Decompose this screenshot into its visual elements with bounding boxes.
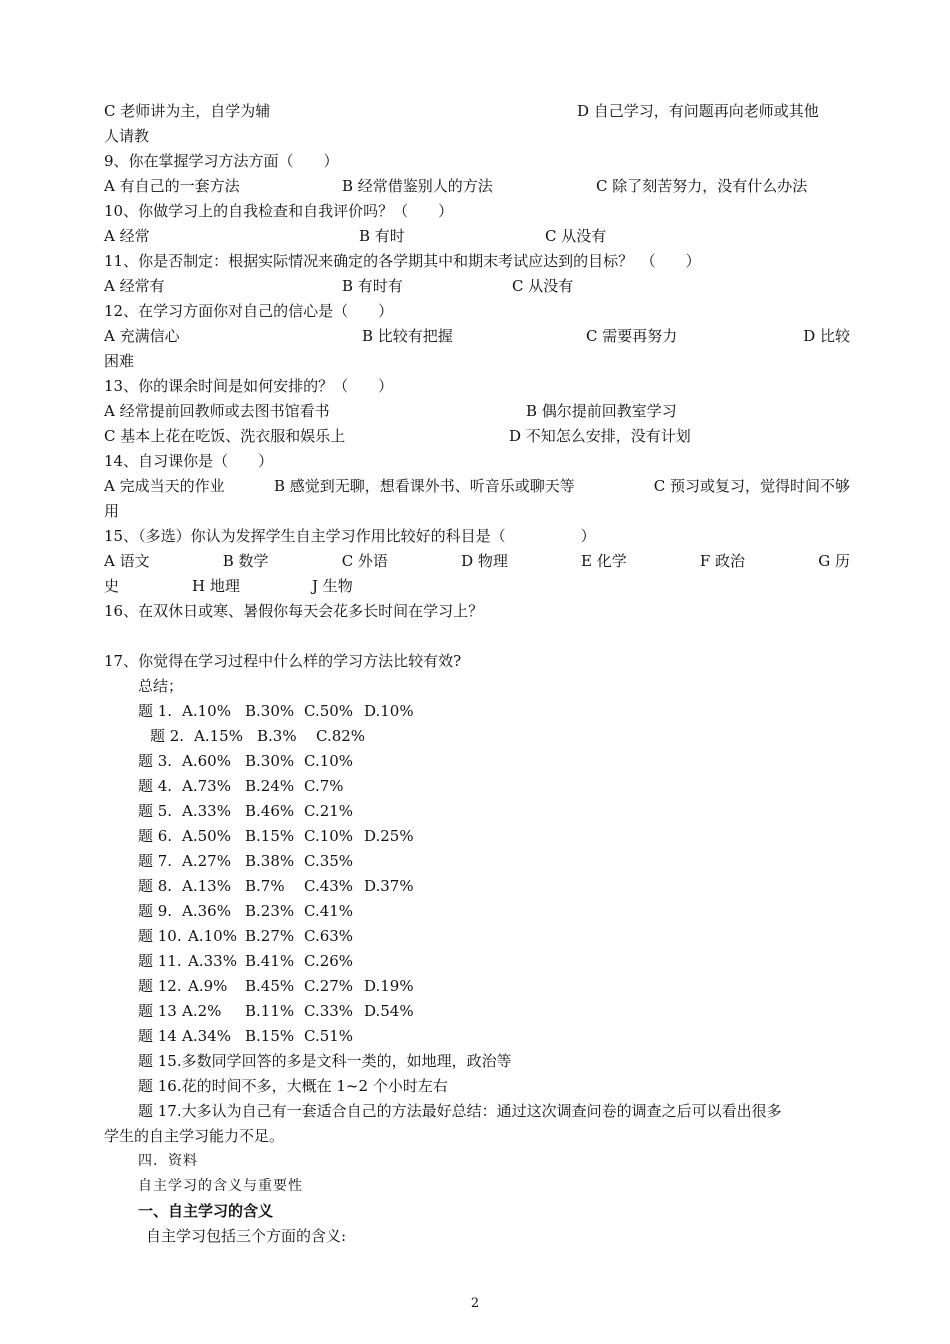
summary-row-value: A.13% — [182, 877, 231, 895]
summary-row — [0, 899, 900, 924]
summary-row-value: C.27% — [304, 977, 354, 995]
q11-options-row — [104, 274, 850, 299]
q9-question: 9、你在掌握学习方法方面（ ） — [104, 152, 339, 170]
q13-options-row-1 — [104, 399, 850, 424]
summary-row — [0, 849, 900, 874]
summary-row-value: D.37% — [364, 877, 414, 895]
summary-row-value: A.36% — [182, 902, 231, 920]
q12-option-a: A 充满信心 — [104, 327, 180, 345]
q9-option-c: C 除了刻苦努力，没有什么办法 — [596, 177, 808, 195]
summary-row-value: B.24% — [245, 777, 295, 795]
summary-row-value: C.7% — [304, 777, 344, 795]
summary-row-value: C.26% — [304, 952, 354, 970]
summary-row-label: 题 11. — [138, 952, 182, 970]
q15-options-row-2 — [104, 574, 850, 599]
summary-row-value: B.30% — [245, 702, 295, 720]
summary-row-value: A.34% — [182, 1027, 231, 1045]
q8-option-d: D 自己学习，有问题再向老师或其他 — [577, 102, 819, 120]
q15-option-e: E 化学 — [581, 552, 627, 570]
summary-row-value: B.23% — [245, 902, 295, 920]
summary-row-value: D.10% — [364, 702, 414, 720]
summary-row-value: D.54% — [364, 1002, 414, 1020]
q13-option-c: C 基本上花在吃饭、洗衣服和娱乐上 — [104, 427, 346, 445]
summary-row-label: 题 1. — [138, 702, 173, 720]
summary-row-value: C.43% — [304, 877, 354, 895]
summary-row-value: D.19% — [364, 977, 414, 995]
summary-row — [0, 999, 900, 1024]
q13-question: 13、你的课余时间是如何安排的？（ ） — [104, 377, 394, 395]
summary-row-value: A.33% — [188, 952, 237, 970]
summary-row — [0, 774, 900, 799]
summary-row-value: C.10% — [304, 827, 354, 845]
summary-row-value: C.41% — [304, 902, 354, 920]
summary-row-value: B.27% — [245, 927, 295, 945]
q13-option-b: B 偶尔提前回教室学习 — [526, 402, 677, 420]
q12-option-d: D 比较 — [803, 327, 850, 345]
q14-option-c-continued: 用 — [104, 502, 120, 520]
summary-row-value: A.9% — [188, 977, 228, 995]
q16-question: 16、在双休日或寒、暑假你每天会花多长时间在学习上？ — [104, 602, 484, 620]
q12-option-b: B 比较有把握 — [362, 327, 453, 345]
summary-q15: 题 15.多数同学回答的多是文科一类的，如地理，政治等 — [138, 1052, 512, 1070]
q13-option-a: A 经常提前回教师或去图书馆看书 — [104, 402, 330, 420]
summary-row — [0, 824, 900, 849]
summary-row-value: C.63% — [304, 927, 354, 945]
q13-option-d: D 不知怎么安排，没有计划 — [509, 427, 691, 445]
summary-row-value: A.2% — [182, 1002, 222, 1020]
summary-row-value: A.15% — [194, 727, 243, 745]
summary-row-value: A.10% — [188, 927, 237, 945]
summary-row-label: 题 2. — [150, 727, 185, 745]
summary-row-label: 题 5. — [138, 802, 173, 820]
summary-heading: 总结； — [138, 677, 184, 695]
summary-row-value: C.10% — [304, 752, 354, 770]
summary-row — [0, 724, 900, 749]
q15-question: 15、（多选）你认为发挥学生自主学习作用比较好的科目是（ ） — [104, 527, 596, 545]
summary-row-value: B.15% — [245, 1027, 295, 1045]
summary-row-value: C.50% — [304, 702, 354, 720]
summary-row-label: 题 6. — [138, 827, 173, 845]
summary-q16: 题 16.花的时间不多，大概在 1~2 个小时左右 — [138, 1077, 448, 1095]
summary-q17-continued: 学生的自主学习能力不足。 — [104, 1127, 285, 1145]
summary-row-value: C.33% — [304, 1002, 354, 1020]
section-4-subtitle: 自主学习的含义与重要性 — [138, 1178, 303, 1194]
q11-option-c: C 从没有 — [512, 277, 574, 295]
q10-option-c: C 从没有 — [545, 227, 607, 245]
q8-option-c: C 老师讲为主，自学为辅 — [104, 102, 271, 120]
q14-option-b: B 感觉到无聊，想看课外书、听音乐或聊天等 — [274, 477, 575, 495]
q14-question: 14、自习课你是（ ） — [104, 452, 274, 470]
q15-option-b: B 数学 — [222, 552, 269, 570]
q15-option-g: G 历 — [818, 552, 850, 570]
summary-row — [0, 749, 900, 774]
summary-row — [0, 874, 900, 899]
summary-row-value: B.38% — [245, 852, 295, 870]
summary-row-value: A.27% — [182, 852, 231, 870]
summary-row-label: 题 13 — [138, 1002, 177, 1020]
q10-options-row — [104, 224, 850, 249]
summary-row-label: 题 4. — [138, 777, 173, 795]
q15-option-a: A 语文 — [104, 552, 150, 570]
summary-row-value: D.25% — [364, 827, 414, 845]
summary-row-value: B.11% — [245, 1002, 295, 1020]
q12-question: 12、在学习方面你对自己的信心是（ ） — [104, 302, 394, 320]
summary-row-value: B.3% — [257, 727, 297, 745]
summary-row-value: A.10% — [182, 702, 231, 720]
summary-row-label: 题 14 — [138, 1027, 177, 1045]
q15-option-c: C 外语 — [341, 552, 388, 570]
q15-options-row — [104, 549, 850, 574]
q15-option-f: F 政治 — [699, 552, 746, 570]
q9-option-b: B 经常借鉴别人的方法 — [342, 177, 493, 195]
summary-row-value: C.35% — [304, 852, 354, 870]
summary-row-value: B.15% — [245, 827, 295, 845]
summary-row — [0, 1024, 900, 1049]
summary-row-value: A.60% — [182, 752, 231, 770]
summary-row-value: C.82% — [316, 727, 366, 745]
summary-row-label: 题 8. — [138, 877, 173, 895]
section-4-heading: 四．资料 — [138, 1153, 198, 1169]
summary-row-value: C.21% — [304, 802, 354, 820]
section-4-intro: 自主学习包括三个方面的含义: — [146, 1227, 347, 1245]
q12-option-d-continued: 困难 — [104, 352, 135, 370]
q11-option-b: B 有时有 — [342, 277, 403, 295]
q15-option-j: J 生物 — [312, 577, 353, 595]
q11-question: 11、你是否制定：根据实际情况来确定的各学期其中和期末考试应达到的目标？ （ ） — [104, 252, 701, 270]
q15-option-d: D 物理 — [461, 552, 508, 570]
q10-option-a: A 经常 — [104, 227, 150, 245]
q10-option-b: B 有时 — [359, 227, 405, 245]
q11-option-a: A 经常有 — [104, 277, 165, 295]
section-4-part1-title: 一、自主学习的含义 — [138, 1202, 274, 1220]
summary-row — [0, 924, 900, 949]
summary-row-value: C.51% — [304, 1027, 354, 1045]
q10-question: 10、你做学习上的自我检查和自我评价吗？（ ） — [104, 202, 454, 220]
q14-option-c: C 预习或复习，觉得时间不够 — [653, 477, 850, 495]
q14-option-a: A 完成当天的作业 — [104, 477, 225, 495]
summary-row-value: A.50% — [182, 827, 231, 845]
q12-options-row — [104, 324, 850, 349]
summary-row-label: 题 9. — [138, 902, 173, 920]
q14-options-row — [104, 474, 850, 499]
summary-row-label: 题 12. — [138, 977, 182, 995]
summary-row — [0, 699, 900, 724]
q8-option-d-continued: 人请教 — [104, 127, 150, 145]
summary-row — [0, 949, 900, 974]
summary-row-label: 题 3. — [138, 752, 173, 770]
summary-row-value: B.7% — [245, 877, 285, 895]
summary-row — [0, 799, 900, 824]
summary-row-value: B.45% — [245, 977, 295, 995]
q8-options-row — [104, 99, 850, 124]
summary-q17: 题 17.大多认为自己有一套适合自己的方法最好总结：通过这次调查问卷的调查之后可以看出很多 — [138, 1102, 782, 1120]
summary-row-value: B.46% — [245, 802, 295, 820]
q12-option-c: C 需要再努力 — [586, 327, 678, 345]
summary-row-value: B.41% — [245, 952, 295, 970]
q15-option-g-continued: 史 — [104, 577, 120, 595]
summary-row-value: A.73% — [182, 777, 231, 795]
q17-question: 17、你觉得在学习过程中什么样的学习方法比较有效? — [104, 652, 462, 670]
page-number: 2 — [470, 1296, 480, 1311]
summary-row-value: B.30% — [245, 752, 295, 770]
q9-option-a: A 有自己的一套方法 — [104, 177, 240, 195]
q9-options-row — [104, 174, 850, 199]
summary-row-value: A.33% — [182, 802, 231, 820]
summary-row-label: 题 10. — [138, 927, 182, 945]
q13-options-row-2 — [104, 424, 850, 449]
summary-row-label: 题 7. — [138, 852, 173, 870]
summary-row — [0, 974, 900, 999]
q15-option-h: H 地理 — [192, 577, 240, 595]
